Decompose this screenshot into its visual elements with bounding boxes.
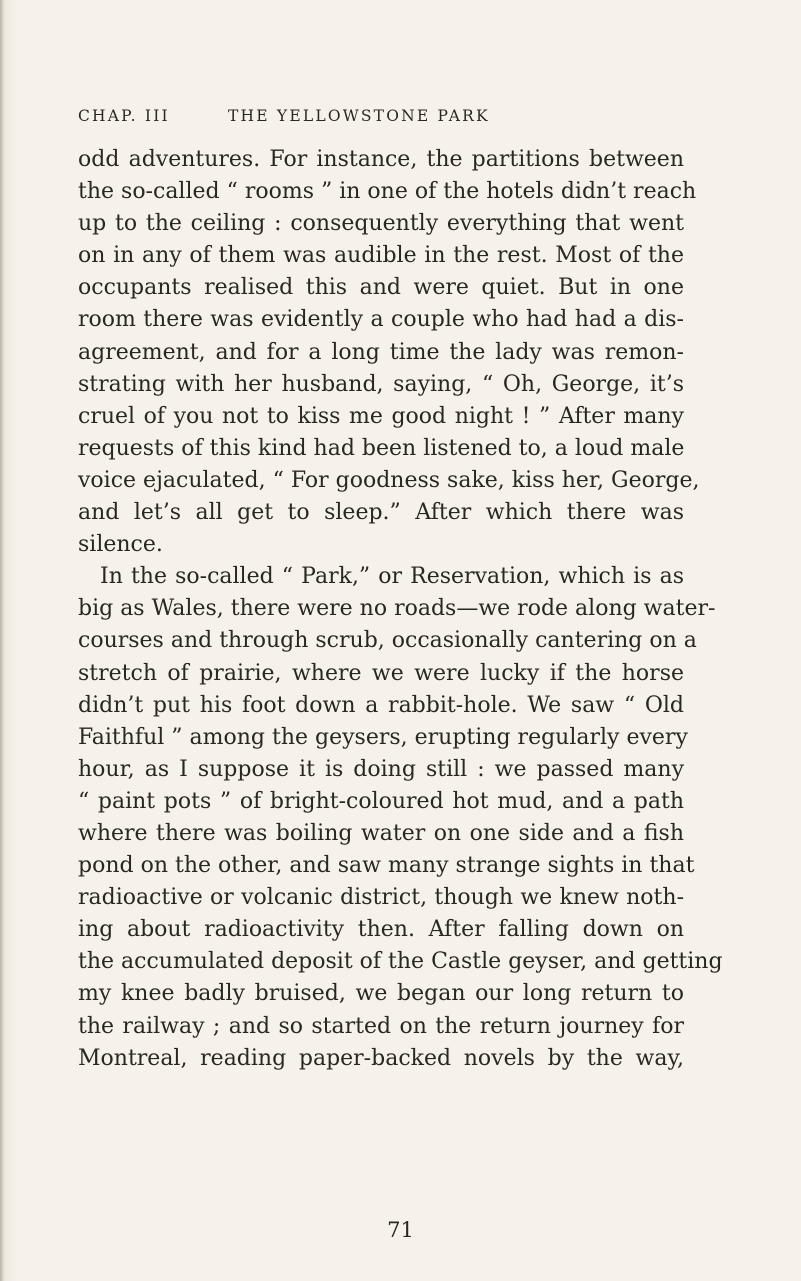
text-line: “ paint pots ” of bright-coloured hot mud, and a path [78, 788, 684, 814]
text-line: the railway ; and so started on the return journey for [78, 1013, 684, 1039]
text-line: Montreal, reading paper-backed novels by the way, [78, 1045, 684, 1071]
text-line: ing about radioactivity then. After falling down on [78, 917, 684, 943]
text-line: occupants realised this and were quiet. But in one [78, 275, 684, 301]
body-text [78, 144, 723, 1075]
text-line: big as Wales, there were no roads—we rode along water- [78, 596, 716, 622]
text-line: requests of this kind had been listened to, a loud male [78, 435, 685, 461]
text-line: odd adventures. For instance, the partitions between [78, 147, 684, 172]
text-line: agreement, and for a long time the lady was remon- [78, 339, 684, 365]
text-line: and let’s all get to sleep.” After which there was [78, 500, 684, 526]
paragraph-end-line: silence. [78, 532, 163, 558]
running-title: THE YELLOWSTONE PARK [228, 107, 490, 125]
text-line: the accumulated deposit of the Castle geyser, and getting [78, 949, 723, 975]
text-line: room there was evidently a couple who had had a dis- [78, 307, 684, 333]
page-binding-edge [0, 0, 4, 1281]
text-line: my knee badly bruised, we began our long return to [78, 981, 684, 1007]
text-line: Faithful ” among the geysers, erupting regularly every [78, 724, 688, 750]
text-line: where there was boiling water on one side and a fish [78, 820, 684, 846]
page-number: 71 [387, 1218, 414, 1242]
text-line: hour, as I suppose it is doing still : we passed many [78, 756, 684, 782]
text-line: cruel of you not to kiss me good night ! ” After many [78, 403, 684, 429]
paragraph-start-line: In the so-called “ Park,” or Reservation, which is as [100, 564, 684, 590]
text-line: didn’t put his foot down a rabbit-hole. We saw “ Old [78, 692, 684, 718]
text-line: pond on the other, and saw many strange sights in that [78, 853, 695, 879]
running-head [78, 107, 538, 125]
text-line: the so-called “ rooms ” in one of the hotels didn’t reach [78, 179, 697, 205]
text-line: up to the ceiling : consequently everything that went [78, 211, 684, 237]
text-line: voice ejaculated, “ For goodness sake, kiss her, George, [78, 467, 700, 493]
text-line: stretch of prairie, where we were lucky if the horse [78, 660, 684, 686]
chapter-label: CHAP. III [78, 107, 170, 125]
text-line: on in any of them was audible in the rest. Most of the [78, 243, 684, 269]
text-line: radioactive or volcanic district, though we knew noth- [78, 885, 684, 911]
text-line: strating with her husband, saying, “ Oh, George, it’s [78, 371, 684, 397]
text-line: courses and through scrub, occasionally cantering on a [78, 628, 697, 654]
